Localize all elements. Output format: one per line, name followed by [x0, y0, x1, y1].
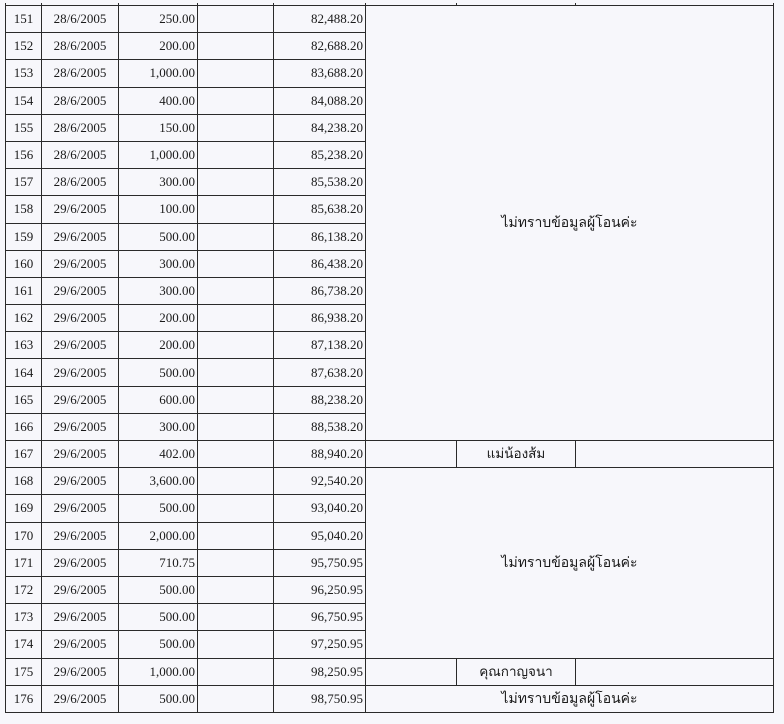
blank-cell: [198, 250, 274, 277]
transfer-date: 28/6/2005: [42, 169, 119, 196]
transfer-amount: 2,000.00: [119, 522, 198, 549]
transfer-amount: 200.00: [119, 33, 198, 60]
row-number: 166: [6, 413, 42, 440]
blank-cell: [198, 196, 274, 223]
transfer-amount: 500.00: [119, 631, 198, 658]
running-balance: 93,040.20: [274, 495, 366, 522]
row-number: 172: [6, 576, 42, 603]
blank-cell: [198, 305, 274, 332]
running-balance: 88,538.20: [274, 413, 366, 440]
running-balance: 82,488.20: [274, 6, 366, 33]
blank-cell: [198, 441, 274, 468]
row-number: 170: [6, 522, 42, 549]
transfer-date: 29/6/2005: [42, 196, 119, 223]
transfer-date: 28/6/2005: [42, 33, 119, 60]
transfer-amount: 300.00: [119, 169, 198, 196]
blank-cell: [198, 277, 274, 304]
blank-cell: [198, 359, 274, 386]
row-number: 164: [6, 359, 42, 386]
blank-cell: [198, 332, 274, 359]
transfer-amount: 500.00: [119, 359, 198, 386]
transfer-date: 29/6/2005: [42, 250, 119, 277]
row-number: 175: [6, 658, 42, 685]
transfer-date: 29/6/2005: [42, 277, 119, 304]
unknown-sender-note: ไม่ทราบข้อมูลผู้โอนค่ะ: [366, 685, 774, 712]
transfer-amount: 1,000.00: [119, 658, 198, 685]
running-balance: 97,250.95: [274, 631, 366, 658]
transfer-date: 29/6/2005: [42, 658, 119, 685]
row-number: 159: [6, 223, 42, 250]
table-row: [6, 468, 774, 495]
row-number: 151: [6, 6, 42, 33]
transfer-date: 28/6/2005: [42, 60, 119, 87]
running-balance: 88,238.20: [274, 386, 366, 413]
row-number: 162: [6, 305, 42, 332]
running-balance: 95,750.95: [274, 549, 366, 576]
row-number: 155: [6, 114, 42, 141]
blank-cell: [198, 522, 274, 549]
row-number: 176: [6, 685, 42, 712]
running-balance: 98,250.95: [274, 658, 366, 685]
transfer-amount: 500.00: [119, 604, 198, 631]
table-row: [6, 685, 774, 712]
blank-cell: [198, 604, 274, 631]
transfer-amount: 500.00: [119, 495, 198, 522]
transfer-amount: 300.00: [119, 277, 198, 304]
running-balance: 85,538.20: [274, 169, 366, 196]
row-number: 174: [6, 631, 42, 658]
transfer-amount: 400.00: [119, 87, 198, 114]
blank-cell: [198, 631, 274, 658]
transfer-amount: 200.00: [119, 305, 198, 332]
running-balance: 86,438.20: [274, 250, 366, 277]
transfer-date: 29/6/2005: [42, 386, 119, 413]
note-blank: [576, 441, 773, 467]
transfer-date: 28/6/2005: [42, 87, 119, 114]
blank-cell: [198, 576, 274, 603]
transfer-date: 29/6/2005: [42, 495, 119, 522]
transfer-amount: 600.00: [119, 386, 198, 413]
sender-name: คุณกาญจนา: [456, 659, 576, 685]
blank-cell: [198, 87, 274, 114]
blank-cell: [198, 141, 274, 168]
transfer-amount: 500.00: [119, 576, 198, 603]
note-blank: [366, 659, 456, 685]
running-balance: 85,238.20: [274, 141, 366, 168]
unknown-sender-note: ไม่ทราบข้อมูลผู้โอนค่ะ: [366, 468, 774, 658]
row-number: 163: [6, 332, 42, 359]
table-row: [6, 441, 774, 468]
blank-cell: [198, 413, 274, 440]
transfer-date: 28/6/2005: [42, 114, 119, 141]
running-balance: 98,750.95: [274, 685, 366, 712]
row-number: 154: [6, 87, 42, 114]
running-balance: 87,138.20: [274, 332, 366, 359]
transfer-date: 29/6/2005: [42, 441, 119, 468]
blank-cell: [198, 6, 274, 33]
row-number: 157: [6, 169, 42, 196]
transfer-amount: 100.00: [119, 196, 198, 223]
transfer-date: 29/6/2005: [42, 631, 119, 658]
transfer-date: 29/6/2005: [42, 223, 119, 250]
blank-cell: [198, 169, 274, 196]
transfer-amount: 710.75: [119, 549, 198, 576]
transfer-amount: 1,000.00: [119, 60, 198, 87]
row-number: 173: [6, 604, 42, 631]
running-balance: 86,938.20: [274, 305, 366, 332]
running-balance: 83,688.20: [274, 60, 366, 87]
transfer-date: 28/6/2005: [42, 141, 119, 168]
row-number: 158: [6, 196, 42, 223]
transfer-date: 29/6/2005: [42, 332, 119, 359]
running-balance: 87,638.20: [274, 359, 366, 386]
running-balance: 82,688.20: [274, 33, 366, 60]
transfer-amount: 150.00: [119, 114, 198, 141]
running-balance: 88,940.20: [274, 441, 366, 468]
transfer-amount: 300.00: [119, 413, 198, 440]
transfer-date: 29/6/2005: [42, 549, 119, 576]
note-blank: [576, 659, 773, 685]
sender-cell: [366, 658, 774, 685]
transfer-date: 29/6/2005: [42, 359, 119, 386]
blank-cell: [198, 386, 274, 413]
transfer-amount: 200.00: [119, 332, 198, 359]
row-number: 161: [6, 277, 42, 304]
unknown-sender-note: ไม่ทราบข้อมูลผู้โอนค่ะ: [366, 6, 774, 441]
row-number: 165: [6, 386, 42, 413]
running-balance: 96,250.95: [274, 576, 366, 603]
running-balance: 84,088.20: [274, 87, 366, 114]
transfer-amount: 1,000.00: [119, 141, 198, 168]
transfer-amount: 300.00: [119, 250, 198, 277]
blank-cell: [198, 33, 274, 60]
table-body: [6, 3, 774, 712]
transfer-date: 28/6/2005: [42, 6, 119, 33]
transfer-date: 29/6/2005: [42, 522, 119, 549]
transfer-date: 29/6/2005: [42, 604, 119, 631]
running-balance: 84,238.20: [274, 114, 366, 141]
blank-cell: [198, 658, 274, 685]
transfer-date: 29/6/2005: [42, 685, 119, 712]
transfer-amount: 500.00: [119, 685, 198, 712]
blank-cell: [198, 60, 274, 87]
row-number: 169: [6, 495, 42, 522]
note-blank: [366, 441, 456, 467]
blank-cell: [198, 495, 274, 522]
blank-cell: [198, 223, 274, 250]
row-number: 160: [6, 250, 42, 277]
row-number: 168: [6, 468, 42, 495]
running-balance: 95,040.20: [274, 522, 366, 549]
donation-table: [5, 3, 774, 713]
running-balance: 92,540.20: [274, 468, 366, 495]
blank-cell: [198, 685, 274, 712]
table-row: [6, 6, 774, 33]
transfer-amount: 3,600.00: [119, 468, 198, 495]
running-balance: 96,750.95: [274, 604, 366, 631]
table-row: [6, 658, 774, 685]
transfer-date: 29/6/2005: [42, 468, 119, 495]
running-balance: 85,638.20: [274, 196, 366, 223]
transfer-amount: 250.00: [119, 6, 198, 33]
transfer-date: 29/6/2005: [42, 413, 119, 440]
transfer-date: 29/6/2005: [42, 576, 119, 603]
sender-cell: [366, 441, 774, 468]
blank-cell: [198, 114, 274, 141]
row-number: 156: [6, 141, 42, 168]
row-number: 171: [6, 549, 42, 576]
row-number: 152: [6, 33, 42, 60]
blank-cell: [198, 549, 274, 576]
running-balance: 86,738.20: [274, 277, 366, 304]
sender-name: แม่น้องส้ม: [456, 441, 576, 467]
transfer-amount: 402.00: [119, 441, 198, 468]
row-number: 167: [6, 441, 42, 468]
blank-cell: [198, 468, 274, 495]
running-balance: 86,138.20: [274, 223, 366, 250]
transfer-amount: 500.00: [119, 223, 198, 250]
row-number: 153: [6, 60, 42, 87]
transfer-date: 29/6/2005: [42, 305, 119, 332]
